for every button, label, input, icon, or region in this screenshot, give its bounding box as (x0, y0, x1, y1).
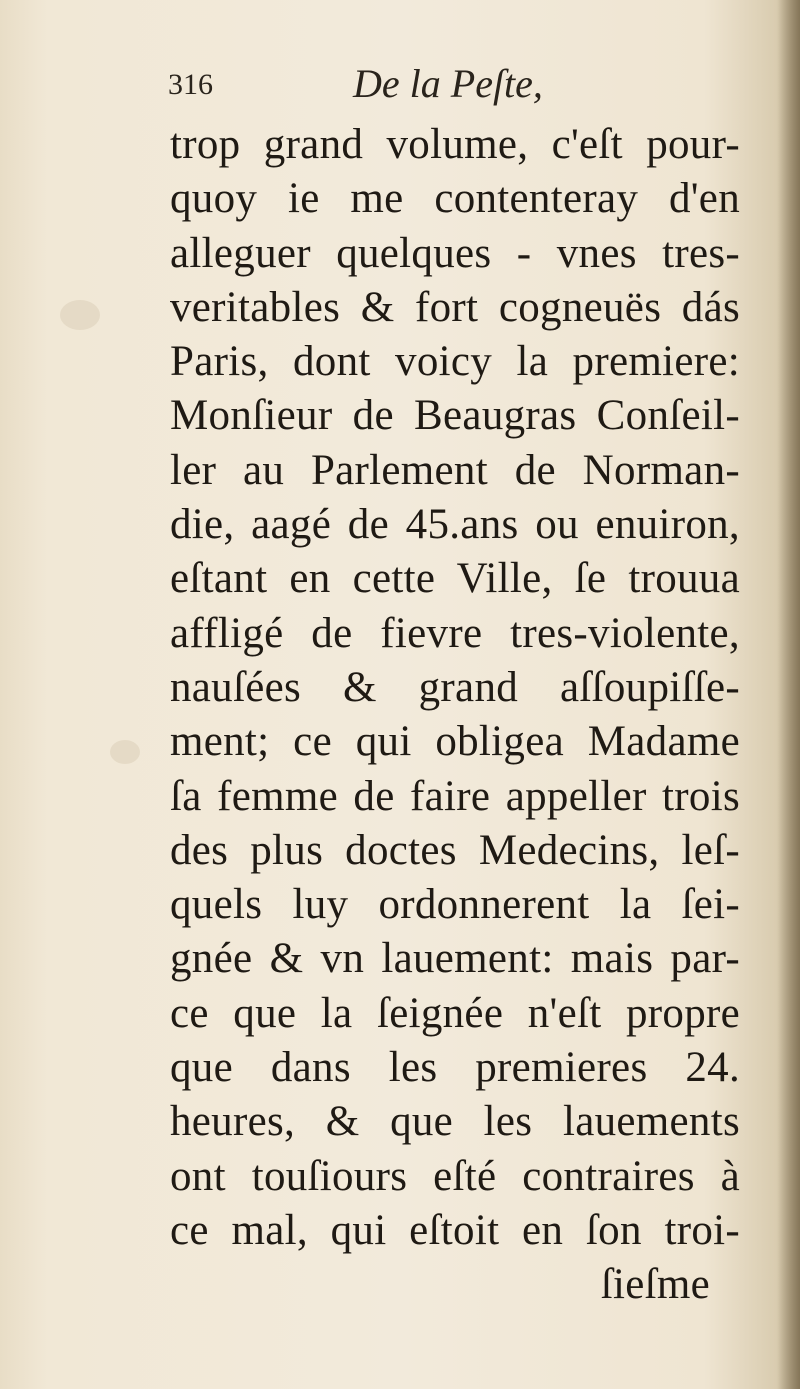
running-head: De la Peſte, (353, 61, 543, 106)
text-line: eſtant en cette Ville, ſe trouua (170, 555, 740, 603)
text-line: ont touſiours eſté contraires à (170, 1152, 740, 1200)
page-edge-shadow (778, 0, 800, 1389)
text-line: que dans les premieres 24. (170, 1044, 740, 1092)
body-text (170, 118, 740, 1313)
text-line: alleguer quelques - vnes tres- (170, 229, 740, 277)
text-line: Paris, dont voicy la premiere: (170, 338, 740, 386)
text-line: nauſées & grand aſſoupiſſe- (170, 663, 740, 711)
text-line: veritables & fort cogneuës dás (170, 283, 740, 331)
paper-stain (110, 740, 140, 764)
text-line: ce mal, qui eſtoit en ſon troi- (170, 1206, 740, 1254)
page-header (168, 58, 628, 118)
text-line: quels luy ordonnerent la ſei- (170, 881, 740, 929)
text-line: gnée & vn lauement: mais par- (170, 935, 740, 983)
text-line: ſa femme de faire appeller trois (170, 772, 740, 820)
catchword-line: ſieſme (600, 1261, 710, 1309)
text-line: trop grand volume, c'eſt pour- (170, 121, 740, 168)
text-line: ce que la ſeignée n'eſt propre (170, 989, 740, 1037)
text-line: des plus doctes Medecins, leſ- (170, 826, 740, 874)
page-number: 316 (168, 68, 213, 101)
text-line: ment; ce qui obligea Madame (170, 718, 740, 766)
text-line: quoy ie me contenteray d'en (170, 175, 740, 223)
text-line: die, aagé de 45.ans ou enuiron, (170, 501, 740, 549)
text-line: heures, & que les lauements (170, 1098, 740, 1146)
text-line: affligé de fievre tres-violente, (170, 609, 740, 657)
text-line: ler au Parlement de Norman- (170, 446, 740, 494)
paper-stain (60, 300, 100, 330)
text-line: Monſieur de Beaugras Conſeil- (170, 392, 740, 440)
